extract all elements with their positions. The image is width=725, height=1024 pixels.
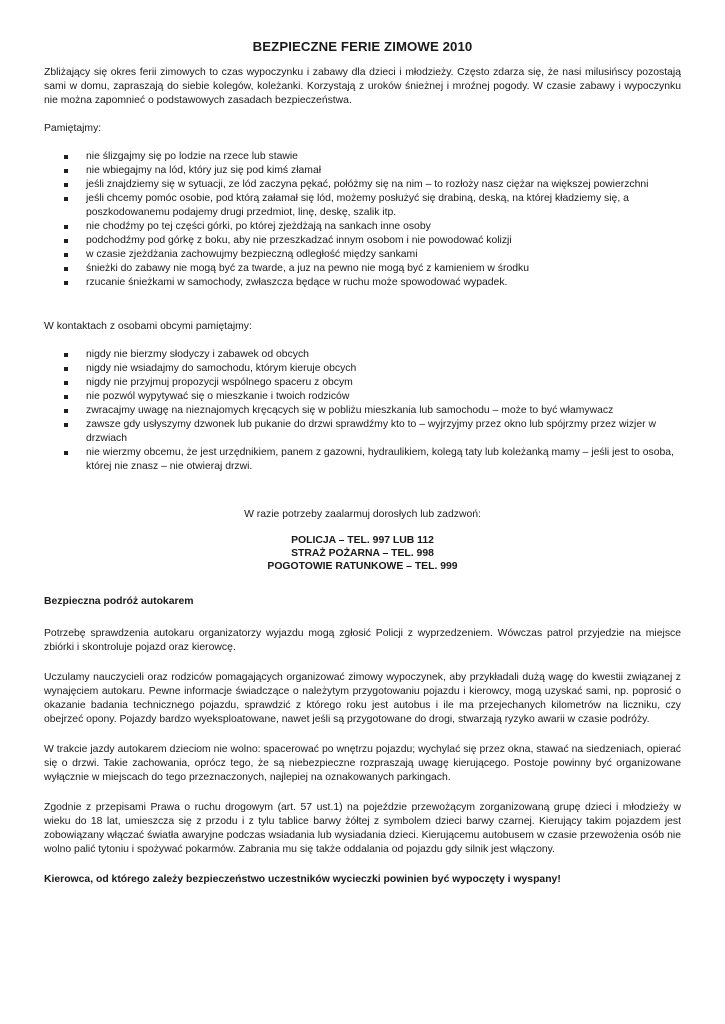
list-item bbox=[64, 418, 681, 446]
square-bullet-icon bbox=[64, 253, 68, 257]
list-item bbox=[64, 404, 681, 418]
list-item bbox=[64, 276, 681, 290]
list-item bbox=[64, 178, 681, 192]
list-item-text: zawsze gdy usłyszymy dzwonek lub pukanie do drzwi sprawdźmy kto to – wyjrzyjmy przez okno lub spójrzmy przez wizjer w drzwiach bbox=[86, 419, 656, 444]
strangers-list bbox=[44, 348, 681, 474]
list-item bbox=[64, 248, 681, 262]
list-item-text: jeśli znajdziemy się w sytuacji, ze lód zaczyna pękać, połóżmy się na nim – to rozłoży nasz ciężar na większej powierzchni bbox=[86, 179, 649, 190]
page-title: BEZPIECZNE FERIE ZIMOWE 2010 bbox=[252, 39, 473, 54]
square-bullet-icon bbox=[64, 267, 68, 271]
list-item bbox=[64, 262, 681, 276]
phone-fire-brigade: STRAŻ POŻARNA – TEL. 998 bbox=[291, 548, 434, 559]
bus-paragraph: Uczulamy nauczycieli oraz rodziców pomagających organizować zimowy wypoczynek, aby przykładali dużą wagę do kwestii związanej z wynajęciem autokaru. Pewne informacje świadczące o należytym przygotowaniu pojazdu i kierowcy, mogą uzyskać sami, np. poprosić o okazanie badania technicznego pojazdu, sprawdzić z którego roku jest autobus i ile ma przejechanych kilometrów na liczniku, czy obejrzeć opony. Pojazdy bardzo wyeksploatowane, nawet jeśli są przygotowane do drogi, stwarzają ryzyko awarii w czasie podróży. bbox=[44, 672, 681, 725]
strangers-lead: W kontaktach z osobami obcymi pamiętajmy: bbox=[44, 321, 252, 332]
square-bullet-icon bbox=[64, 451, 68, 455]
square-bullet-icon bbox=[64, 197, 68, 201]
list-item-text: nie wierzmy obcemu, że jest urzędnikiem, panem z gazowni, hydraulikiem, kolegą taty lub koleżanką mamy – jeśli jest to osoba, której nie znasz – nie otwieraj drzwi. bbox=[86, 447, 674, 472]
square-bullet-icon bbox=[64, 225, 68, 229]
phone-police: POLICJA – TEL. 997 LUB 112 bbox=[291, 535, 434, 546]
bus-paragraph: W trakcie jazdy autokarem dzieciom nie wolno: spacerować po wnętrzu pojazdu; wychylać się przez okna, stawać na siedzeniach, opierać się o drzwi. Takie zachowania, oprócz tego, że są niebezpieczne rozpraszają uwagę kierującego. Postoje powinny być organizowane wyłącznie w miejscach do tego przeznaczonych, najlepiej na oznakowanych parkingach. bbox=[44, 744, 681, 783]
list-item-text: w czasie zjeżdżania zachowujmy bezpieczną odległość między sankami bbox=[86, 249, 418, 260]
emergency-phones bbox=[44, 534, 681, 573]
list-item bbox=[64, 446, 681, 474]
list-item bbox=[64, 348, 681, 362]
list-item-text: nie ślizgajmy się po lodzie na rzece lub stawie bbox=[86, 151, 298, 162]
list-item-text: nigdy nie wsiadajmy do samochodu, którym kieruje obcych bbox=[86, 363, 357, 374]
square-bullet-icon bbox=[64, 281, 68, 285]
list-item-text: nigdy nie przyjmuj propozycji wspólnego spaceru z obcym bbox=[86, 377, 353, 388]
square-bullet-icon bbox=[64, 155, 68, 159]
list-item bbox=[64, 362, 681, 376]
phone-ambulance: POGOTOWIE RATUNKOWE – TEL. 999 bbox=[267, 561, 458, 572]
square-bullet-icon bbox=[64, 353, 68, 357]
remember-lead: Pamiętajmy: bbox=[44, 123, 102, 134]
list-item-text: nie wbiegajmy na lód, który juz się pod kimś złamał bbox=[86, 165, 322, 176]
square-bullet-icon bbox=[64, 367, 68, 371]
list-item-text: nigdy nie bierzmy słodyczy i zabawek od obcych bbox=[86, 349, 309, 360]
square-bullet-icon bbox=[64, 409, 68, 413]
bus-paragraph: Potrzebę sprawdzenia autokaru organizatorzy wyjazdu mogą zgłosić Policji z wyprzedzeniem. Wówczas patrol przyjedzie na miejsce zbiórki i skontroluje pojazd oraz kierowcę. bbox=[44, 628, 681, 653]
square-bullet-icon bbox=[64, 239, 68, 243]
square-bullet-icon bbox=[64, 183, 68, 187]
list-item-text: podchodźmy pod górkę z boku, aby nie przeszkadzać innym osobom i nie powodować kolizji bbox=[86, 235, 512, 246]
list-item-text: nie pozwól wypytywać się o mieszkanie i twoich rodziców bbox=[86, 391, 350, 402]
square-bullet-icon bbox=[64, 381, 68, 385]
list-item-text: śnieżki do zabawy nie mogą być za twarde, a juz na pewno nie mogą być z kamieniem w środku bbox=[86, 263, 529, 274]
list-item bbox=[64, 164, 681, 178]
square-bullet-icon bbox=[64, 395, 68, 399]
list-item-text: zwracajmy uwagę na nieznajomych kręcących się w pobliżu mieszkania lub samochodu – może to być włamywacz bbox=[86, 405, 614, 416]
section-heading: Bezpieczna podróż autokarem bbox=[44, 596, 194, 607]
square-bullet-icon bbox=[64, 423, 68, 427]
list-item bbox=[64, 390, 681, 404]
remember-list bbox=[44, 150, 681, 290]
list-item bbox=[64, 192, 681, 220]
square-bullet-icon bbox=[64, 169, 68, 173]
list-item bbox=[64, 376, 681, 390]
list-item bbox=[64, 150, 681, 164]
bus-paragraph: Zgodnie z przepisami Prawa o ruchu drogowym (art. 57 ust.1) na pojeździe przewożącym zorganizowaną grupę dzieci i młodzieży w wieku do 18 lat, umieszcza się z przodu i z tylu tablice barwy żółtej z symbolem dzieci barwy czarnej. Kierujący takim pojazdem jest zobowiązany włączać światła awaryjne podczas wsiadania lub wysiadania dzieci. Kierującemu autobusem w czasie przewożenia osób nie wolno palić tytoniu i spożywać pokarmów. Zabrania mu się także oddalania od pojazdu gdy silnik jest włączony. bbox=[44, 802, 681, 855]
alarm-text: W razie potrzeby zaalarmuj dorosłych lub zadzwoń: bbox=[244, 509, 481, 520]
list-item bbox=[64, 220, 681, 234]
list-item bbox=[64, 234, 681, 248]
intro-paragraph: Zbliżający się okres ferii zimowych to czas wypoczynku i zabawy dla dzieci i młodzieży. Często zdarza się, że nasi milusińscy pozostają sami w domu, zapraszają do siebie kolegów, koleżanki. Korzystają z uroków śnieżnej i mroźnej pogody. W czasie zabawy i wypoczynku nie można zapomnieć o podstawowych zasadach bezpieczeństwa. bbox=[44, 67, 681, 106]
closing-statement: Kierowca, od którego zależy bezpieczeństwo uczestników wycieczki powinien być wypoczęty i wyspany! bbox=[44, 874, 561, 885]
list-item-text: rzucanie śnieżkami w samochody, zwłaszcza będące w ruchu może spowodować wypadek. bbox=[86, 277, 508, 288]
list-item-text: jeśli chcemy pomóc osobie, pod którą załamał się lód, możemy posłużyć się drabiną, deską, na której kładziemy się, a poszkodowanemu podajemy drugi przedmiot, linę, deskę, szalik itp. bbox=[86, 193, 629, 218]
list-item-text: nie chodźmy po tej części górki, po której zjeżdżają na sankach inne osoby bbox=[86, 221, 431, 232]
